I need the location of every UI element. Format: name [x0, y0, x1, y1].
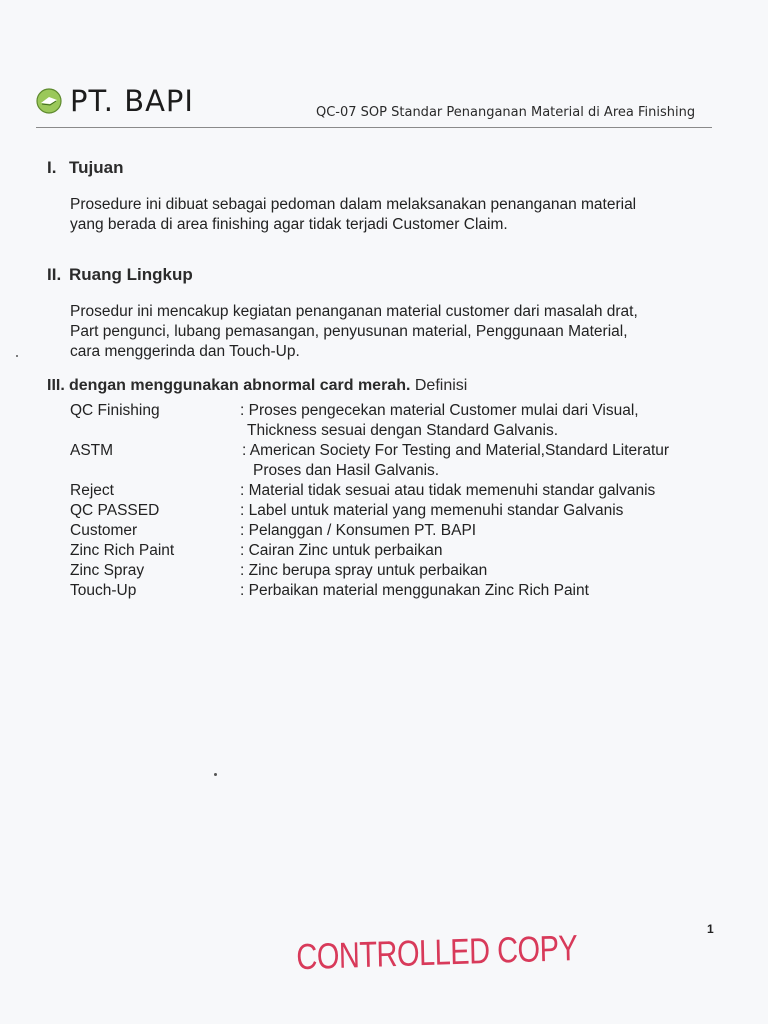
controlled-copy-stamp: CONTROLLED COPY	[296, 928, 578, 978]
company-logo-icon	[36, 88, 62, 114]
definition-desc: : American Society For Testing and Material,Standard Literatur	[242, 442, 670, 459]
ruang-lingkup-line-2: Part pengunci, lubang pemasangan, penyusunan material, Penggunaan Material,	[70, 323, 628, 340]
section-title-rest: Definisi	[410, 377, 468, 394]
definition-desc: : Zinc berupa spray untuk perbaikan	[240, 562, 488, 579]
scan-speck	[16, 355, 18, 357]
section-heading-ruang-lingkup	[47, 265, 193, 285]
section-number: III.	[47, 377, 65, 394]
section-heading-definisi	[47, 377, 467, 395]
definition-desc-cont: Proses dan Hasil Galvanis.	[253, 462, 440, 479]
tujuan-line-1: Prosedure ini dibuat sebagai pedoman dalam melaksanakan penanganan material	[70, 196, 637, 213]
definition-desc: : Pelanggan / Konsumen PT. BAPI	[240, 522, 477, 539]
section-number: II.	[47, 265, 62, 284]
header-divider	[36, 127, 712, 128]
definition-term: Touch-Up	[70, 582, 137, 599]
page-number: 1	[707, 922, 714, 936]
company-name: PT. BAPI	[70, 84, 194, 118]
definition-term: Reject	[70, 482, 114, 499]
ruang-lingkup-line-1: Prosedur ini mencakup kegiatan penanganan material customer dari masalah drat,	[70, 303, 638, 320]
definition-desc: : Cairan Zinc untuk perbaikan	[240, 542, 443, 559]
company-logo	[36, 88, 62, 114]
definition-term: Customer	[70, 522, 138, 539]
definition-desc: : Proses pengecekan material Customer mulai dari Visual,	[240, 402, 639, 419]
scan-speck	[214, 773, 217, 776]
ruang-lingkup-line-3: cara menggerinda dan Touch-Up.	[70, 343, 300, 360]
definition-desc: : Label untuk material yang memenuhi standar Galvanis	[240, 502, 624, 519]
tujuan-line-2: yang berada di area finishing agar tidak terjadi Customer Claim.	[70, 216, 508, 233]
definition-term: Zinc Rich Paint	[70, 542, 175, 559]
section-number: I.	[47, 158, 57, 177]
document-title: QC-07 SOP Standar Penanganan Material di Area Finishing	[316, 105, 696, 120]
definition-term: QC Finishing	[70, 402, 160, 419]
section-title: Tujuan	[69, 158, 124, 177]
definition-term: QC PASSED	[70, 502, 160, 519]
definition-term: Zinc Spray	[70, 562, 145, 579]
section-heading-tujuan	[47, 158, 123, 178]
definition-desc: : Material tidak sesuai atau tidak memenuhi standar galvanis	[240, 482, 656, 499]
section-title-bold: dengan menggunakan abnormal card merah.	[69, 377, 411, 394]
definition-term: ASTM	[70, 442, 114, 459]
definition-desc: : Perbaikan material menggunakan Zinc Rich Paint	[240, 582, 589, 599]
section-title: Ruang Lingkup	[69, 265, 193, 284]
definition-desc-cont: Thickness sesuai dengan Standard Galvanis.	[247, 422, 559, 439]
